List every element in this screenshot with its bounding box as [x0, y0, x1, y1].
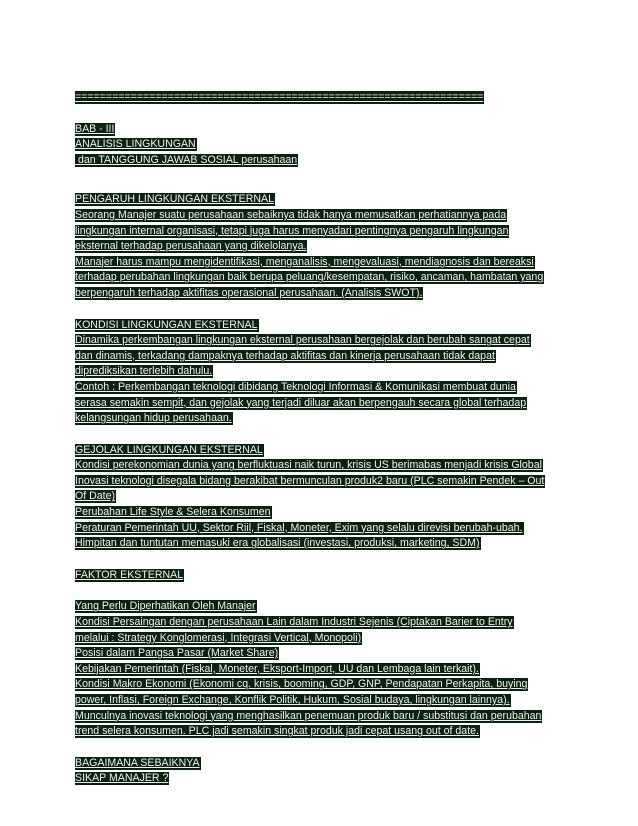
paragraph-text: Inovasi teknologi disegala bidang berakibat bermunculan produk2 baru (PLC semakin Pendek – Out	[75, 474, 545, 487]
paragraph-line	[75, 487, 565, 503]
paragraph-line	[75, 268, 565, 284]
section-heading-text: FAKTOR EKSTERNAL	[75, 568, 184, 581]
separator-line	[75, 88, 565, 104]
spacer	[75, 425, 565, 441]
paragraph-line	[75, 456, 565, 472]
paragraph-text: melalui : Strategy Konglomerasi, Integrasi Vertical, Monopoli)	[75, 631, 362, 644]
paragraph-line	[75, 629, 565, 645]
closing-heading-line	[75, 754, 565, 770]
paragraph-text: dan dinamis, terkadang dampaknya terhadap aktifitas dan kinerja perusahaan tidak dapat	[75, 349, 495, 362]
paragraph-line	[75, 347, 565, 363]
paragraph-text: Perubahan Life Style & Selera Konsumen	[75, 506, 271, 519]
paragraph-line	[75, 707, 565, 723]
spacer	[75, 104, 565, 120]
paragraph-text: Kondisi Persaingan dengan perusahaan Lain dalam Industri Sejenis (Ciptakan Barier to Entry	[75, 616, 513, 629]
paragraph-line	[75, 644, 565, 660]
paragraph-text: power, Inflasi, Foreign Exchange, Konflik Politik, Hukum, Sosial budaya, lingkungan lainnya).	[75, 694, 510, 706]
section-heading-text: PENGARUH LINGKUNGAN EKSTERNAL	[75, 193, 274, 206]
closing-heading-text: SIKAP MANAJER ?	[75, 772, 169, 785]
paragraph-line	[75, 284, 565, 300]
section-heading	[75, 566, 565, 582]
spacer	[75, 581, 565, 597]
paragraph-text: Dinamika perkembangan lingkungan eksternal perusahaan bergejolak dan berubah sangat cepat	[75, 334, 530, 347]
paragraph-text: Himpitan dan tuntutan memasuki era globalisasi (investasi, produksi, marketing, SDM)	[75, 537, 480, 550]
paragraph-line	[75, 472, 565, 488]
paragraph-text: berpengaruh terhadap aktifitas operasional perusahaan. (Analisis SWOT).	[75, 286, 423, 299]
document-page	[75, 88, 565, 785]
paragraph-text: kelangsungan hidup perusahaan.	[75, 412, 232, 425]
spacer	[75, 300, 565, 316]
title-text-2: dan TANGGUNG JAWAB SOSIAL perusahaan	[75, 153, 298, 166]
title-line-2	[75, 151, 565, 167]
title-line-1	[75, 135, 565, 151]
paragraph-text: Posisi dalam Pangsa Pasar (Market Share)	[75, 647, 279, 660]
section-heading-text: KONDISI LINGKUNGAN EKSTERNAL	[75, 318, 258, 331]
paragraph-text: terhadap perubahan lingkungan baik berupa peluang/kesempatan, risiko, ancaman, hambatan yang	[75, 271, 544, 284]
paragraph-text: lingkungan internal organisasi, tetapi juga harus menyadari pentingnya pengaruh lingkungan	[75, 224, 509, 237]
paragraph-line	[75, 394, 565, 410]
section-heading-text: GEJOLAK LINGKUNGAN EKSTERNAL	[75, 443, 263, 456]
paragraph-text: serasa semakin sempit, dan gejolak yang terjadi diluar akan berpengauh secara global terhadap	[75, 396, 527, 409]
chapter-text: BAB - III	[75, 122, 115, 135]
closing-heading-line	[75, 769, 565, 785]
paragraph-line	[75, 519, 565, 535]
paragraph-text: eksternal terhadap perusahaan yang dikelolanya.	[75, 240, 307, 253]
paragraph-text: Munculnya inovasi teknologi yang menghasilkan penemuan produk baru / substitusi dan perubahan	[75, 709, 542, 722]
section-heading	[75, 316, 565, 332]
separator-text: ==================================================================	[75, 91, 484, 103]
paragraph-line	[75, 331, 565, 347]
paragraph-line	[75, 222, 565, 238]
spacer	[75, 738, 565, 754]
paragraph-line	[75, 722, 565, 738]
paragraph-line	[75, 253, 565, 269]
paragraph-line	[75, 660, 565, 676]
paragraph-text: Peraturan Pemerintah UU, Sektor Riil, Fiskal, Moneter, Exim yang selalu direvisi berubah-ubah.	[75, 521, 523, 534]
paragraph-line	[75, 691, 565, 707]
paragraph-text: Seorang Manajer suatu perusahaan sebaiknya tidak hanya memusatkan perhatiannya pada	[75, 208, 507, 221]
paragraph-line	[75, 675, 565, 691]
paragraph-text: Of Date)	[75, 490, 116, 503]
paragraph-text: diprediksikan terlebih dahulu.	[75, 365, 213, 378]
paragraph-text: Yang Perlu Diperhatikan Oleh Manajer	[75, 600, 256, 613]
paragraph-line	[75, 237, 565, 253]
section-heading	[75, 190, 565, 206]
closing-heading-text: BAGAIMANA SEBAIKNYA	[75, 756, 200, 769]
paragraph-line	[75, 206, 565, 222]
paragraph-line	[75, 534, 565, 550]
section-heading	[75, 441, 565, 457]
spacer	[75, 166, 565, 190]
paragraph-line	[75, 362, 565, 378]
paragraph-line	[75, 378, 565, 394]
paragraph-text: Contoh : Perkembangan teknologi dibidang Teknologi Informasi & Komunikasi membuat dunia	[75, 380, 516, 393]
paragraph-text: Kebijakan Pemerintah (Fiskal, Moneter, Eksport-Import, UU dan Lembaga lain terkait).	[75, 662, 479, 675]
paragraph-text: Manajer harus mampu mengidentifikasi, menganalisis, mengevaluasi, mendiagnosis dan bereaksi	[75, 255, 534, 268]
paragraph-text: Kondisi perekonomian dunia yang berfluktuasi naik turun, krisis US berimabas menjadi krisis Global	[75, 459, 542, 472]
paragraph-line	[75, 597, 565, 613]
paragraph-line	[75, 613, 565, 629]
paragraph-text: Kondisi Makro Ekonomi (Ekonomi cq. krisis, booming, GDP, GNP, Pendapatan Perkapita, buying	[75, 678, 528, 691]
spacer	[75, 550, 565, 566]
paragraph-line	[75, 409, 565, 425]
chapter-label	[75, 120, 565, 136]
paragraph-text: trend selera konsumen. PLC jadi semakin singkat produk jadi cepat usang out of date.	[75, 725, 479, 738]
paragraph-line	[75, 503, 565, 519]
title-text-1: ANALISIS LINGKUNGAN	[75, 138, 196, 151]
